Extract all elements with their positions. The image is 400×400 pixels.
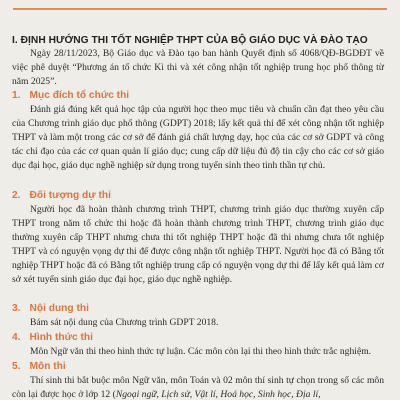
section-content [12,302,384,330]
intro-paragraph: Ngày 28/11/2023, Bộ Giáo dục và Đào tạo ban hành Quyết định số 4068/QĐ-BGDĐT về việc phê duyệt “Phương án tổ chức Kì thi và xét công nhận tốt nghiệp trung học phổ thông từ năm 2025”. [12,48,384,88]
section-heading: I. ĐỊNH HƯỚNG THI TỐT NGHIỆP THPT CỦA BỘ GIÁO DỤC VÀ ĐÀO TẠO [12,35,368,46]
top-divider [13,8,387,10]
section-body: Đánh giá đúng kết quả học tập của người học theo mục tiêu và chuẩn cần đạt theo yêu cầu của Chương trình giáo dục phổ thông (GDPT) 2018; lấy kết quả thi để xét công nhận tốt nghiệp THPT và làm một trong các cơ sở để đánh giá chất lượng dạy, học của các cơ sở GDPT và công tác chỉ đạo của các cơ quan quản lí giáo dục; cung cấp dữ liệu đủ độ tin cậy cho các cơ sở giáo dục đại học, giáo dục nghề nghiệp sử dụng trong tuyển sinh theo tinh thần tự chủ. [12,104,384,172]
section-title: 4. Hình thức thi [12,332,93,343]
section-title: 5. Môn thi [12,361,66,372]
section-candidates [12,189,384,288]
section-title: 3. Nội dung thi [12,303,89,314]
section-body: Bám sát nội dung của Chương trình GDPT 2018. [30,317,219,328]
section-subjects [12,360,384,400]
section-format [12,331,384,359]
section-purpose [12,89,384,173]
section-body: Thí sinh thi bắt buộc môn Ngữ văn, môn Toán và 02 môn thí sinh tự chọn trong số các môn còn lại được học ở lớp 12 (Ngoại ngữ, Lịch sử, Vật lí, Hoá học, Sinh học, Địa lí, [12,375,384,400]
section-body: Môn Ngữ văn thi theo hình thức tự luận. Các môn còn lại thi theo hình thức trắc nghiệm. [30,346,372,357]
section-body: Người học đã hoàn thành chương trình THPT, chương trình giáo dục thường xuyên cấp THPT trong năm tổ chức thi hoặc đã hoàn thành chương trình THPT, chương trình giáo dục thường xuyên cấp THPT nhưng chưa thi tốt nghiệp THPT hoặc đã thi nhưng chưa tốt nghiệp THPT và có nguyện vọng dự thi để được công nhận tốt nghiệp THPT. Người học đã có Bằng tốt nghiệp THPT hoặc đã có Bằng tốt nghiệp trung cấp có nguyện vọng dự thi để lấy kết quả làm cơ sở xét tuyển sinh giáo dục đại học, giáo dục nghề nghiệp. [12,204,384,286]
section-title: 1. Mục đích tổ chức thi [12,90,130,101]
section-title: 2. Đối tượng dự thi [12,190,111,201]
